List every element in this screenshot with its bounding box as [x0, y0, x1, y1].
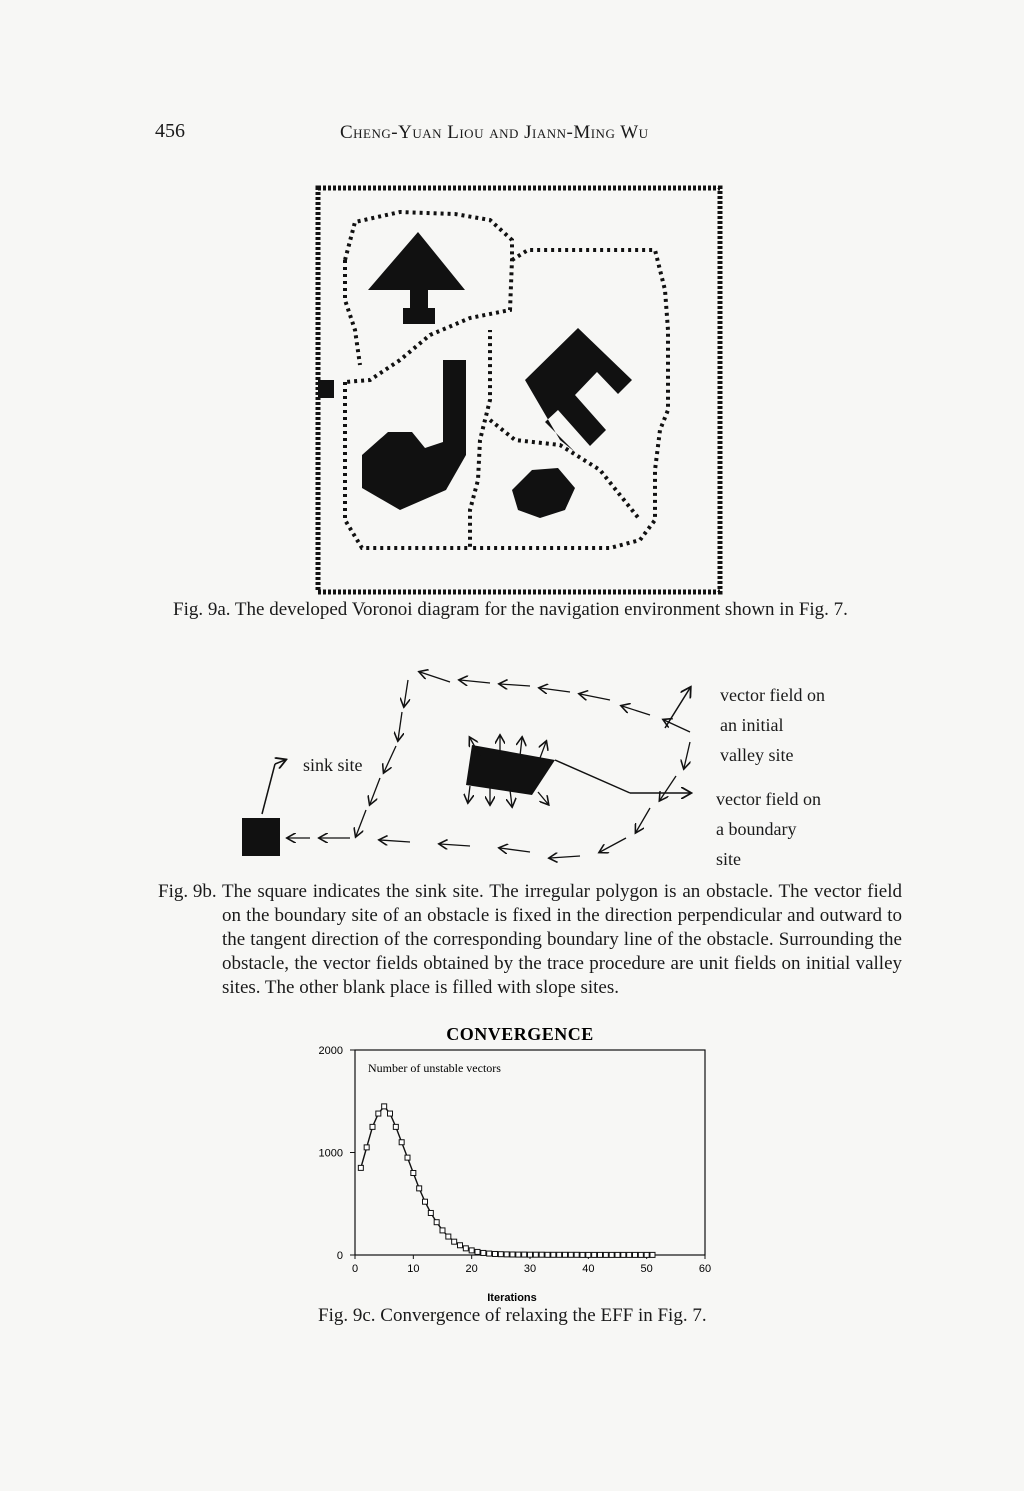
data-point [545, 1252, 550, 1257]
data-point [638, 1252, 643, 1257]
boundary-label-line: vector field on [716, 789, 821, 809]
valley-label-line: an initial [720, 715, 784, 735]
data-point [498, 1252, 503, 1257]
valley-label-line: valley site [720, 745, 794, 765]
y-tick-label: 0 [336, 1250, 343, 1262]
series-line [361, 1106, 653, 1255]
data-point [388, 1111, 393, 1116]
data-point [428, 1210, 433, 1215]
data-point [557, 1252, 562, 1257]
data-point [434, 1220, 439, 1225]
x-tick-label: 50 [640, 1263, 653, 1275]
plot-area [355, 1050, 705, 1255]
boundary-label-line: site [716, 849, 741, 869]
data-point [364, 1145, 369, 1150]
data-point [358, 1165, 363, 1170]
data-point [469, 1248, 474, 1253]
data-point [458, 1243, 463, 1248]
figure-9b-caption: The square indicates the sink site. The irregular polygon is an obstacle. The vector field on the boundary site of an obstacle is fixed in the direction perpendicular and outward to the tangent direction of the corresponding boundary line of the obstacle. Surrounding the obstacle, the vector fields obtained by the trace procedure are unit fields on initial valley sites. The other blank place is filled with slope sites. [222, 881, 902, 998]
data-point [446, 1234, 451, 1239]
data-point [615, 1252, 620, 1257]
x-tick-label: 10 [407, 1263, 420, 1275]
data-point [539, 1252, 544, 1257]
data-point [650, 1252, 655, 1257]
data-point [452, 1239, 457, 1244]
data-point [423, 1199, 428, 1204]
x-tick-label: 40 [582, 1263, 595, 1275]
data-point [440, 1228, 445, 1233]
data-point [568, 1252, 573, 1257]
data-point [633, 1252, 638, 1257]
data-point [376, 1111, 381, 1116]
data-point [399, 1140, 404, 1145]
chart-legend: Number of unstable vectors [368, 1061, 501, 1075]
data-point [411, 1171, 416, 1176]
data-point [644, 1252, 649, 1257]
data-point [522, 1252, 527, 1257]
y-tick-label: 2000 [318, 1045, 343, 1057]
data-point [598, 1252, 603, 1257]
data-point [627, 1252, 632, 1257]
running-head-authors: Cheng-Yuan Liou and Jiann-Ming Wu [340, 122, 649, 143]
chart-title: CONVERGENCE [446, 1024, 594, 1044]
data-point [370, 1124, 375, 1129]
figure-9c-caption: Fig. 9c. Convergence of relaxing the EFF in Fig. 7. [318, 1305, 707, 1326]
page-number: 456 [155, 120, 185, 142]
valley-label-line: vector field on [720, 685, 825, 705]
x-axis-label: Iterations [487, 1292, 537, 1304]
data-point [621, 1252, 626, 1257]
data-point [563, 1252, 568, 1257]
data-point [463, 1246, 468, 1251]
data-point [487, 1251, 492, 1256]
data-point [580, 1252, 585, 1257]
data-point [603, 1252, 608, 1257]
data-point [393, 1124, 398, 1129]
data-point [592, 1252, 597, 1257]
x-tick-label: 60 [698, 1263, 712, 1275]
figure-9a-caption: Fig. 9a. The developed Voronoi diagram for the navigation environment shown in Fig. 7. [173, 599, 848, 620]
data-point [475, 1249, 480, 1254]
data-point [551, 1252, 556, 1257]
data-point [609, 1252, 614, 1257]
data-point [574, 1252, 579, 1257]
sink-site-label: sink site [303, 755, 363, 775]
data-point [417, 1186, 422, 1191]
data-point [493, 1251, 498, 1256]
data-point [528, 1252, 533, 1257]
x-tick-label: 20 [465, 1263, 478, 1275]
x-tick-label: 30 [523, 1263, 537, 1275]
figure-9b-label: Fig. 9b. [158, 881, 217, 902]
data-point [481, 1250, 486, 1255]
data-point [382, 1104, 387, 1109]
data-point [510, 1252, 515, 1257]
data-point [586, 1252, 591, 1257]
x-tick-label: 0 [351, 1263, 359, 1275]
boundary-label-line: a boundary [716, 819, 797, 839]
y-tick-label: 1000 [318, 1147, 343, 1160]
data-point [516, 1252, 521, 1257]
data-point [533, 1252, 538, 1257]
data-point [405, 1155, 410, 1160]
data-point [504, 1252, 509, 1257]
